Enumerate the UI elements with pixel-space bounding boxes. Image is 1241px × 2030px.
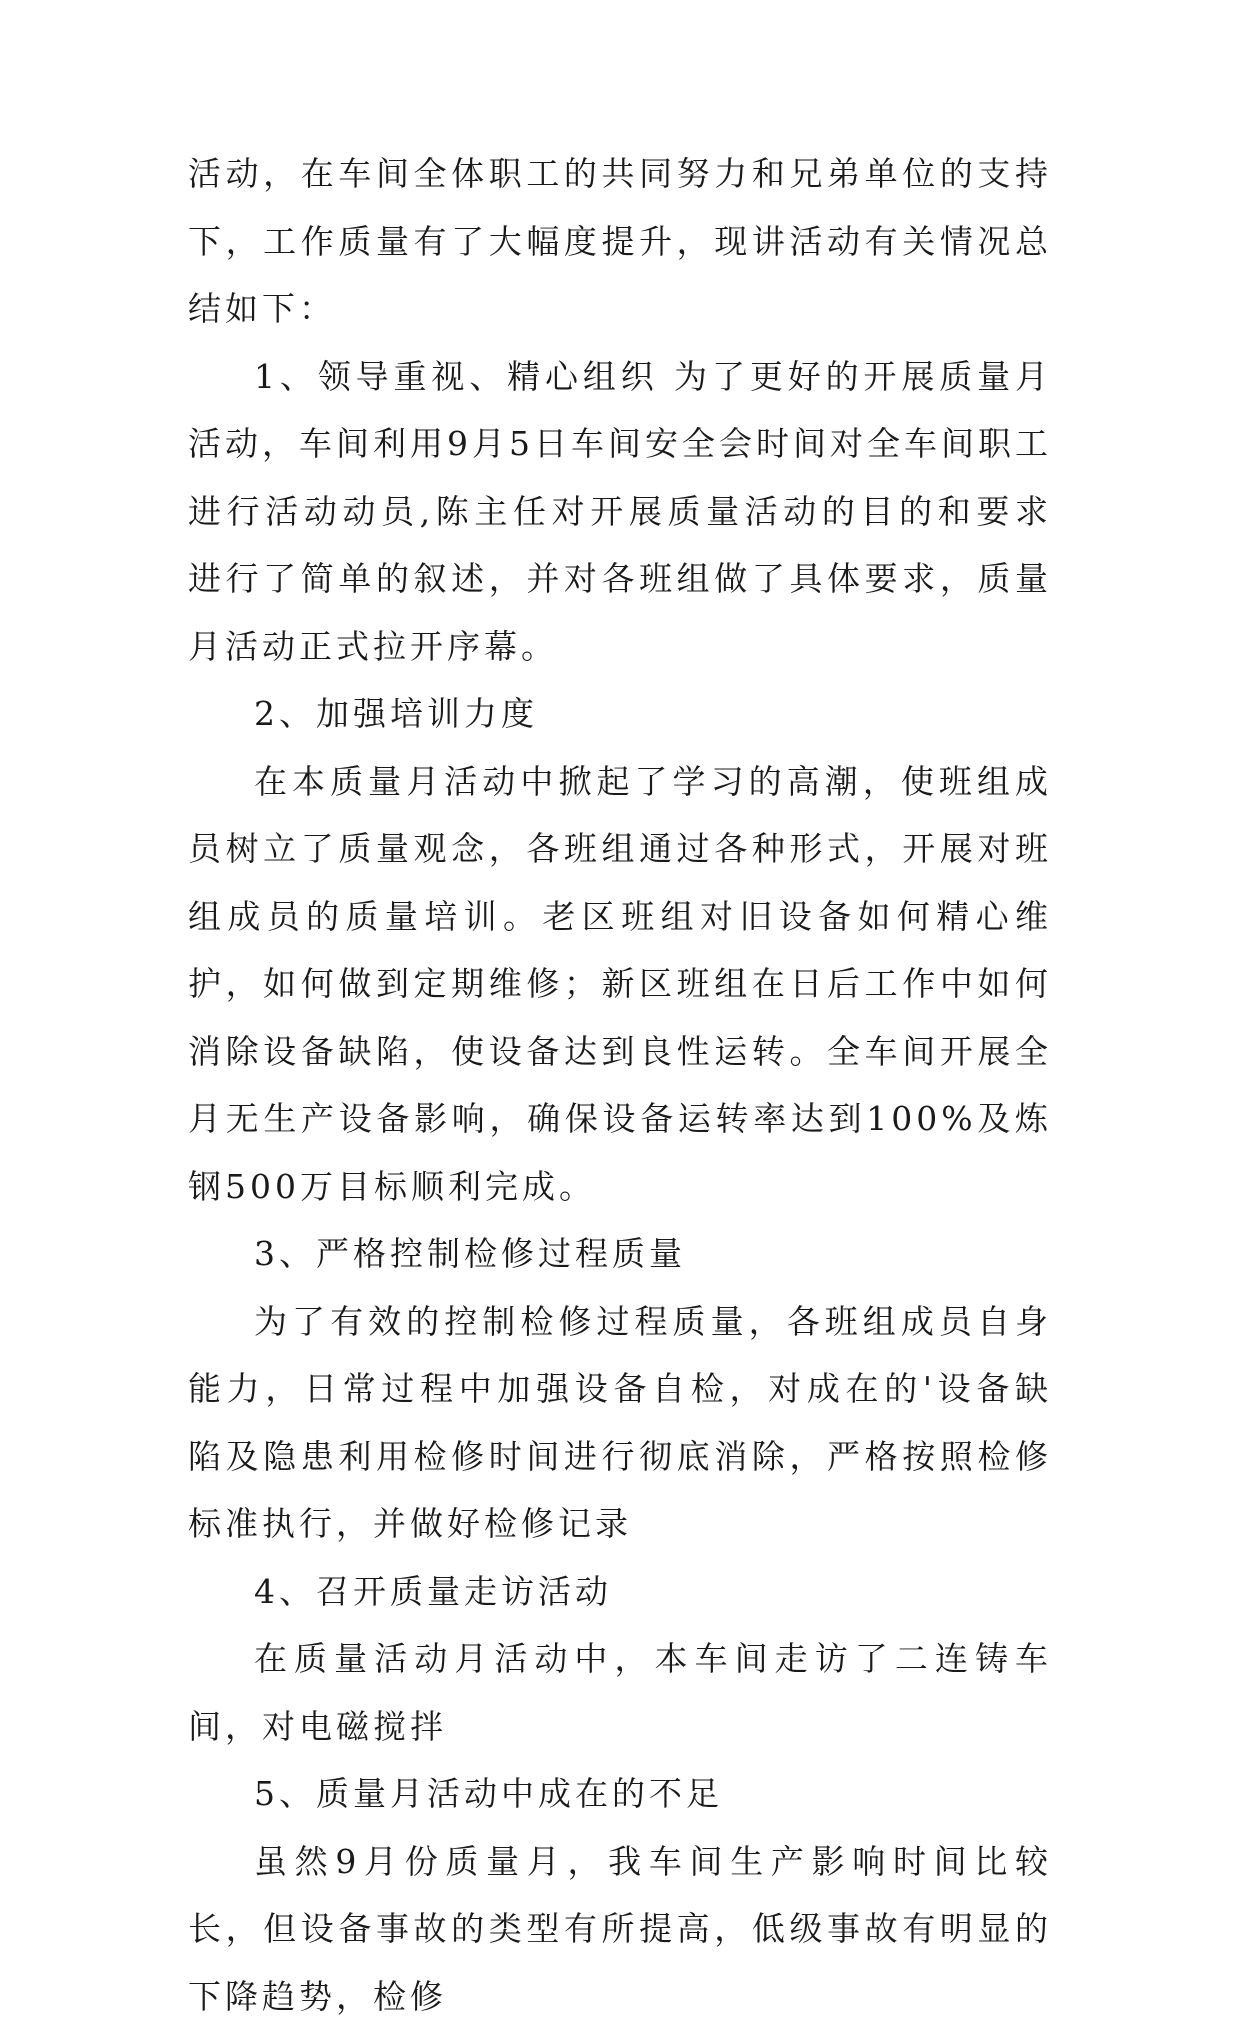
heading-section-5: 5、质量月活动中成在的不足 [188,1760,1052,1828]
heading-section-4: 4、召开质量走访活动 [188,1558,1052,1626]
heading-section-3: 3、严格控制检修过程质量 [188,1220,1052,1288]
heading-section-2: 2、加强培训力度 [188,680,1052,748]
paragraph-section-4: 在质量活动月活动中，本车间走访了二连铸车间，对电磁搅拌 [188,1625,1052,1760]
paragraph-section-1: 1、领导重视、精心组织 为了更好的开展质量月活动，车间利用9月5日车间安全会时间对全车间职工进行活动动员,陈主任对开展质量活动的目的和要求进行了简单的叙述，并对各班组做了具体要求，质量月活动正式拉开序幕。 [188,343,1052,681]
paragraph-intro-continued: 活动，在车间全体职工的共同努力和兄弟单位的支持下，工作质量有了大幅度提升，现讲活动有关情况总结如下： [188,140,1052,343]
paragraph-section-2: 在本质量月活动中掀起了学习的高潮，使班组成员树立了质量观念，各班组通过各种形式，开展对班组成员的质量培训。老区班组对旧设备如何精心维护，如何做到定期维修；新区班组在日后工作中如何消除设备缺陷，使设备达到良性运转。全车间开展全月无生产设备影响，确保设备运转率达到100%及炼钢500万目标顺利完成。 [188,748,1052,1221]
paragraph-section-3: 为了有效的控制检修过程质量，各班组成员自身能力，日常过程中加强设备自检，对成在的'设备缺陷及隐患利用检修时间进行彻底消除，严格按照检修标准执行，并做好检修记录 [188,1288,1052,1558]
paragraph-section-5: 虽然9月份质量月，我车间生产影响时间比较长，但设备事故的类型有所提高，低级事故有明显的下降趋势，检修 [188,1828,1052,2030]
document-body [188,140,1052,2030]
